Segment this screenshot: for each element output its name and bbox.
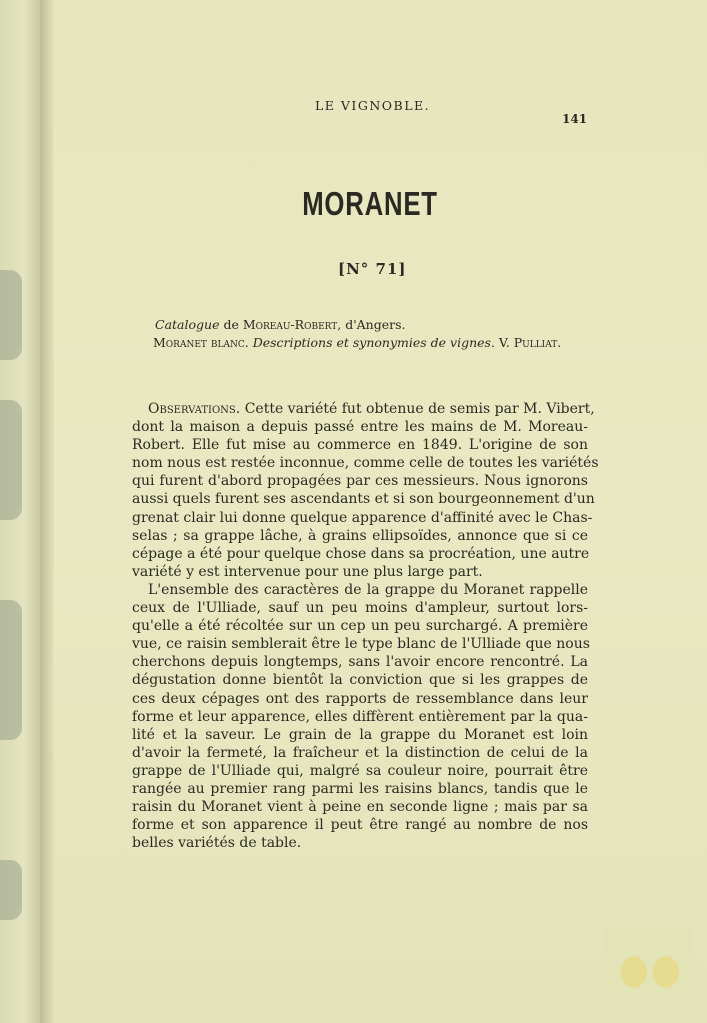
ref-author: Pulliat — [513, 335, 558, 350]
ref-text: , d'Angers. — [337, 317, 406, 332]
text-line — [132, 418, 588, 436]
line-text: lité et la saveur. Le grain de la grappe du Moranet est loin — [132, 726, 588, 743]
line-text: variété y est intervenue pour une plus large part. — [132, 563, 483, 580]
text-line — [132, 744, 588, 762]
running-head: LE VIGNOBLE. — [315, 98, 431, 113]
lead-word: Observations — [148, 401, 236, 417]
text-line — [132, 708, 588, 726]
line-text: aussi quels furent ses ascendants et si son bourgeonnement d'un — [132, 491, 595, 508]
line-text: cépage a été pour quelque chose dans sa procréation, une autre — [132, 545, 590, 562]
page-stain — [0, 600, 22, 740]
line-text: . Cette variété fut obtenue de semis par M. Vibert, — [235, 401, 595, 417]
line-text: rangée au premier rang parmi les raisins blancs, tandis que le — [132, 780, 588, 797]
ref-text: . — [244, 335, 253, 350]
paragraph-observations — [132, 400, 599, 581]
line-text: d'avoir la fermeté, la fraîcheur et la distinction de celui de la — [132, 744, 588, 761]
line-text: forme et leur apparence, elles diffèrent entièrement par la qua- — [132, 708, 588, 725]
text-line — [132, 617, 588, 635]
ref-text: de — [219, 317, 243, 332]
page-stain — [0, 860, 22, 920]
page-stain — [0, 400, 22, 520]
fruit-icon — [621, 956, 647, 988]
ref-text: . — [557, 335, 562, 350]
line-text: dont la maison a depuis passé entre les mains de M. Moreau- — [132, 419, 588, 436]
text-line — [132, 635, 588, 653]
previous-page-edge — [0, 0, 40, 1023]
text-line — [132, 436, 588, 454]
text-line — [132, 563, 588, 581]
line-text: grenat clair lui donne quelque apparence d'affinité avec le Chas- — [132, 509, 593, 526]
text-line — [132, 599, 588, 617]
line-text: qui furent d'abord propagées par ces messieurs. Nous ignorons — [132, 473, 588, 490]
line-text: L'ensemble des caractères de la grappe du Moranet rappelle — [148, 581, 588, 598]
text-line — [132, 490, 595, 508]
watermark-logo — [603, 928, 693, 996]
text-line — [132, 671, 588, 689]
line-text: dégustation donne bientôt la conviction que si les grappes de — [132, 672, 588, 689]
body-text — [132, 400, 599, 852]
text-line — [132, 816, 588, 834]
text-line — [132, 454, 599, 472]
text-line — [132, 545, 588, 563]
text-line — [132, 798, 588, 816]
line-text: selas ; sa grappe lâche, à grains ellipsoïdes, annonce que si ce — [132, 527, 588, 544]
text-line — [132, 780, 588, 798]
fruit-icon — [653, 956, 679, 988]
ref-author: Moreau-Robert — [242, 317, 338, 332]
text-line — [132, 653, 588, 671]
text-line — [132, 527, 588, 545]
text-line — [132, 726, 588, 744]
book-gutter — [40, 0, 54, 1023]
text-line — [132, 400, 595, 418]
line-text: grappe de l'Ulliade qui, malgré sa couleur noire, pourrait être — [132, 762, 588, 779]
entry-number: [N° 71] — [338, 260, 407, 278]
line-text: forme et son apparence il peut être rangé au nombre de nos — [132, 817, 588, 834]
paragraph-ensemble — [132, 581, 588, 852]
ref-text: . V. — [490, 335, 514, 350]
line-text: nom nous est restée inconnue, comme celle de toutes les variétés — [132, 455, 599, 472]
ref-italic: Descriptions et synonymies de vignes — [252, 335, 491, 350]
line-text: ceux de l'Ulliade, sauf un peu moins d'ampleur, surtout lors- — [132, 600, 588, 617]
text-line — [132, 472, 588, 490]
text-line — [132, 762, 588, 780]
line-text: vue, ce raisin semblerait être le type blanc de l'Ulliade que nous — [132, 636, 590, 653]
ref-variety: Moranet blanc — [153, 335, 245, 350]
line-text: qu'elle a été récoltée sur un cep un peu surchargé. A première — [132, 618, 588, 635]
text-line — [132, 509, 593, 527]
line-text: cherchons depuis longtemps, sans l'avoir encore rencontré. La — [132, 654, 588, 671]
page-number: 141 — [562, 112, 588, 126]
text-line — [132, 834, 588, 852]
line-text: raisin du Moranet vient à peine en seconde ligne ; mais par sa — [132, 799, 588, 816]
reference-line — [155, 316, 561, 334]
page-title: MORANET — [302, 185, 438, 222]
page-stain — [0, 270, 22, 360]
line-text: ces deux cépages ont des rapports de ressemblance dans leur — [132, 690, 588, 707]
text-line — [132, 690, 588, 708]
reference-line — [153, 334, 561, 352]
references — [155, 316, 561, 352]
ref-italic: Catalogue — [155, 317, 220, 332]
text-line — [132, 581, 588, 599]
line-text: Robert. Elle fut mise au commerce en 1849. L'origine de son — [132, 437, 588, 454]
line-text: belles variétés de table. — [132, 835, 302, 852]
